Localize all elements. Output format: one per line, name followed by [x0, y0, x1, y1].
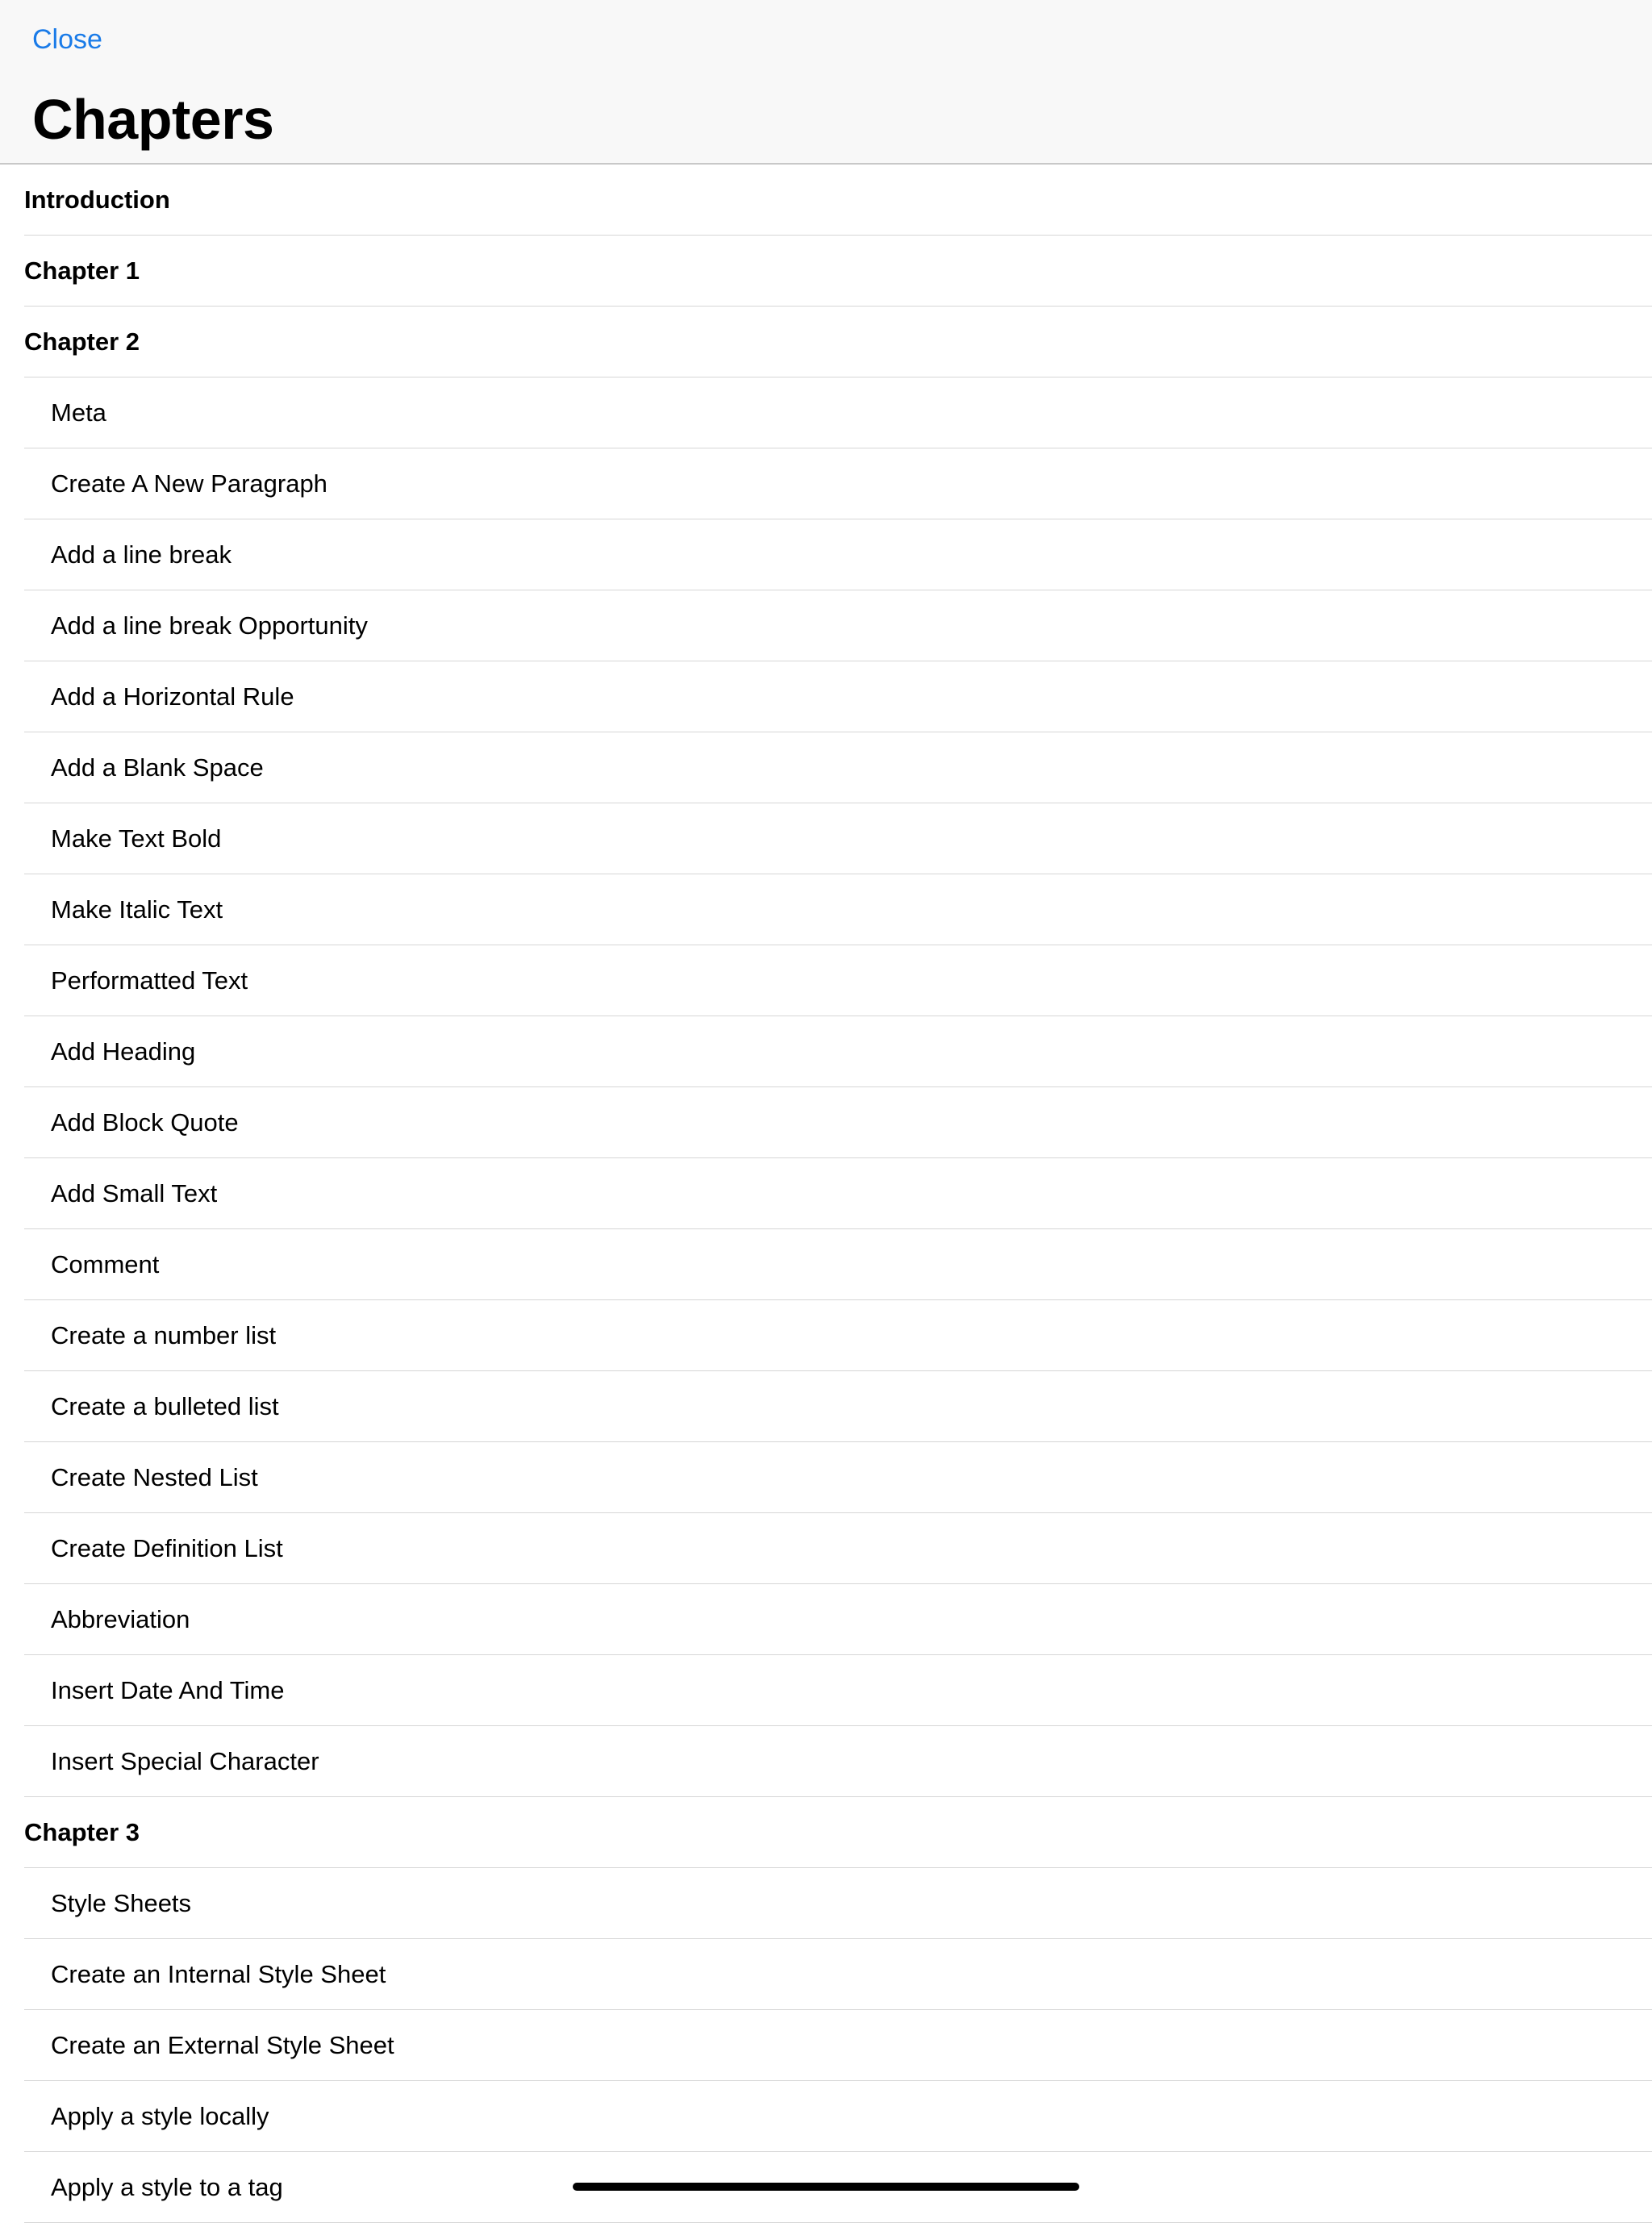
section-label: Add Small Text	[51, 1179, 218, 1207]
section-row[interactable]	[0, 2081, 1652, 2152]
section-row[interactable]	[0, 874, 1652, 945]
section-label: Apply a style to a tag	[51, 2173, 283, 2201]
section-label: Add Block Quote	[51, 1108, 239, 1137]
chapter-list	[0, 165, 1652, 2223]
section-label: Create Nested List	[51, 1463, 258, 1491]
section-row[interactable]	[0, 1371, 1652, 1442]
section-row[interactable]	[0, 1229, 1652, 1300]
section-row[interactable]	[0, 1300, 1652, 1371]
chapter-row[interactable]	[0, 1797, 1652, 1868]
section-row[interactable]	[0, 2010, 1652, 2081]
section-row[interactable]	[0, 803, 1652, 874]
section-label: Make Italic Text	[51, 895, 223, 924]
section-row[interactable]	[0, 1442, 1652, 1513]
home-indicator[interactable]	[573, 2183, 1079, 2191]
section-row[interactable]	[0, 945, 1652, 1016]
chapter-label: Chapter 1	[24, 256, 140, 285]
section-label: Meta	[51, 398, 106, 427]
chapter-row[interactable]	[0, 165, 1652, 236]
section-row[interactable]	[0, 377, 1652, 448]
section-label: Comment	[51, 1250, 160, 1278]
section-label: Create A New Paragraph	[51, 469, 327, 498]
section-row[interactable]	[0, 1016, 1652, 1087]
section-label: Create an External Style Sheet	[51, 2031, 394, 2059]
section-label: Insert Special Character	[51, 1747, 319, 1775]
section-label: Apply a style locally	[51, 2102, 269, 2130]
page-title: Chapters	[32, 88, 274, 151]
section-row[interactable]	[0, 519, 1652, 590]
section-row[interactable]	[0, 448, 1652, 519]
section-label: Create Definition List	[51, 1534, 283, 1562]
section-row[interactable]	[0, 590, 1652, 661]
section-row[interactable]	[0, 1726, 1652, 1797]
section-row[interactable]	[0, 1868, 1652, 1939]
section-label: Make Text Bold	[51, 824, 222, 853]
section-label: Create a number list	[51, 1321, 277, 1349]
section-row[interactable]	[0, 661, 1652, 732]
section-row[interactable]	[0, 1939, 1652, 2010]
section-row[interactable]	[0, 1087, 1652, 1158]
section-label: Add Heading	[51, 1037, 196, 1066]
chapter-row[interactable]	[0, 307, 1652, 377]
chapter-row[interactable]	[0, 236, 1652, 307]
chapter-label: Chapter 3	[24, 1818, 140, 1846]
section-label: Insert Date And Time	[51, 1676, 285, 1704]
chapter-label: Introduction	[24, 186, 170, 214]
section-label: Create an Internal Style Sheet	[51, 1960, 386, 1988]
section-label: Performatted Text	[51, 966, 248, 995]
chapter-label: Chapter 2	[24, 327, 140, 356]
section-label: Add a line break Opportunity	[51, 611, 368, 640]
section-label: Add a Horizontal Rule	[51, 682, 294, 711]
section-row[interactable]	[0, 732, 1652, 803]
close-button[interactable]: Close	[32, 21, 102, 58]
section-label: Abbreviation	[51, 1605, 190, 1633]
section-row[interactable]	[0, 1513, 1652, 1584]
section-label: Add a line break	[51, 540, 232, 569]
section-label: Style Sheets	[51, 1889, 192, 1917]
section-row[interactable]	[0, 1655, 1652, 1726]
section-row[interactable]	[0, 1158, 1652, 1229]
section-row[interactable]	[0, 1584, 1652, 1655]
section-label: Create a bulleted list	[51, 1392, 279, 1420]
section-label: Add a Blank Space	[51, 753, 264, 782]
navigation-bar	[0, 0, 1652, 165]
